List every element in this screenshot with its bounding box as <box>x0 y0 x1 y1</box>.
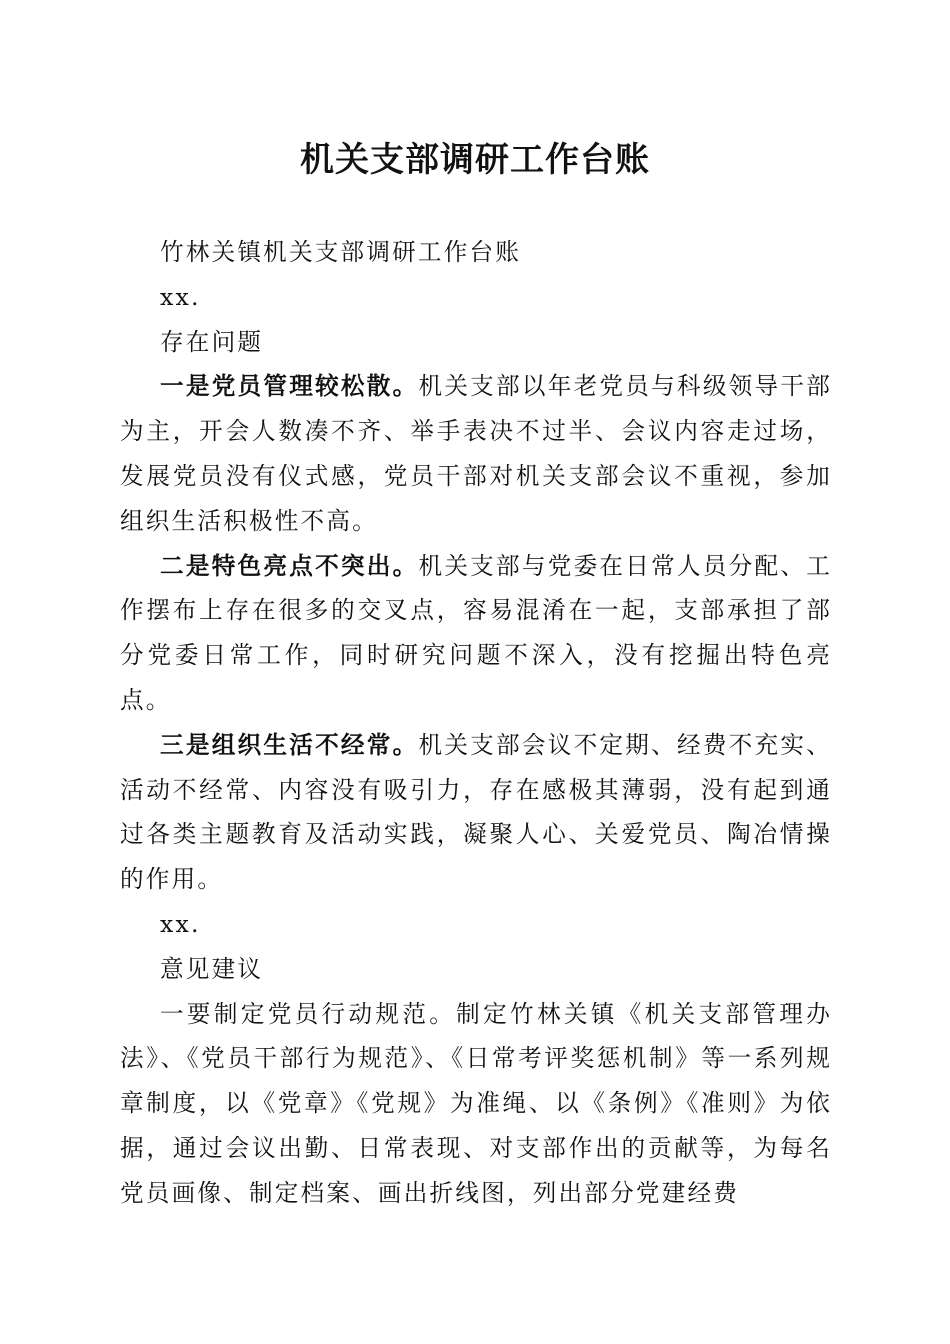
problem-lead-2: 二是特色亮点不突出。 <box>160 551 419 580</box>
problem-text-2: 机关支部与党委在日常人员分配、工作摆布上存在很多的交叉点，容易混淆在一起，支部承担了部分党委日常工作，同时研究问题不深入，没有挖掘出特色亮点。 <box>120 551 832 714</box>
document-body <box>120 230 832 1216</box>
problem-text-3: 机关支部会议不定期、经费不充实、活动不经常、内容没有吸引力，存在感极其薄弱，没有起到通过各类主题教育及活动实践，凝聚人心、关爱党员、陶冶情操的作用。 <box>120 730 832 894</box>
problem-paragraph-3 <box>120 723 832 902</box>
subtitle-paragraph: 竹林关镇机关支部调研工作台账 <box>160 238 522 266</box>
document-title: 机关支部调研工作台账 <box>300 140 650 180</box>
problem-paragraph-1 <box>120 364 832 543</box>
section-marker: xx. <box>160 909 201 938</box>
problem-text-1: 机关支部以年老党员与科级领导干部为主，开会人数凑不齐、举手表决不过半、会议内容走过场，发展党员没有仪式感，党员干部对机关支部会议不重视，参加组织生活积极性不高。 <box>120 372 832 535</box>
section-heading-problems: 存在问题 <box>160 327 264 356</box>
section-heading-suggestions: 意见建议 <box>160 954 264 983</box>
problem-paragraph-2 <box>120 544 832 723</box>
section-marker: xx. <box>160 282 201 311</box>
problem-lead-1: 一是党员管理较松散。 <box>160 372 419 401</box>
problem-lead-3: 三是组织生活不经常。 <box>160 730 419 759</box>
suggestion-paragraph-1: 一要制定党员行动规范。制定竹林关镇《机关支部管理办法》、《党员干部行为规范》、《日常考评奖惩机制》等一系列规章制度，以《党章》《党规》为准绳、以《条例》《准则》为依据，通过会议出勤、日常表现、对支部作出的贡献等，为每名党员画像、制定档案、画出折线图，列出部分党建经费 <box>120 999 832 1207</box>
